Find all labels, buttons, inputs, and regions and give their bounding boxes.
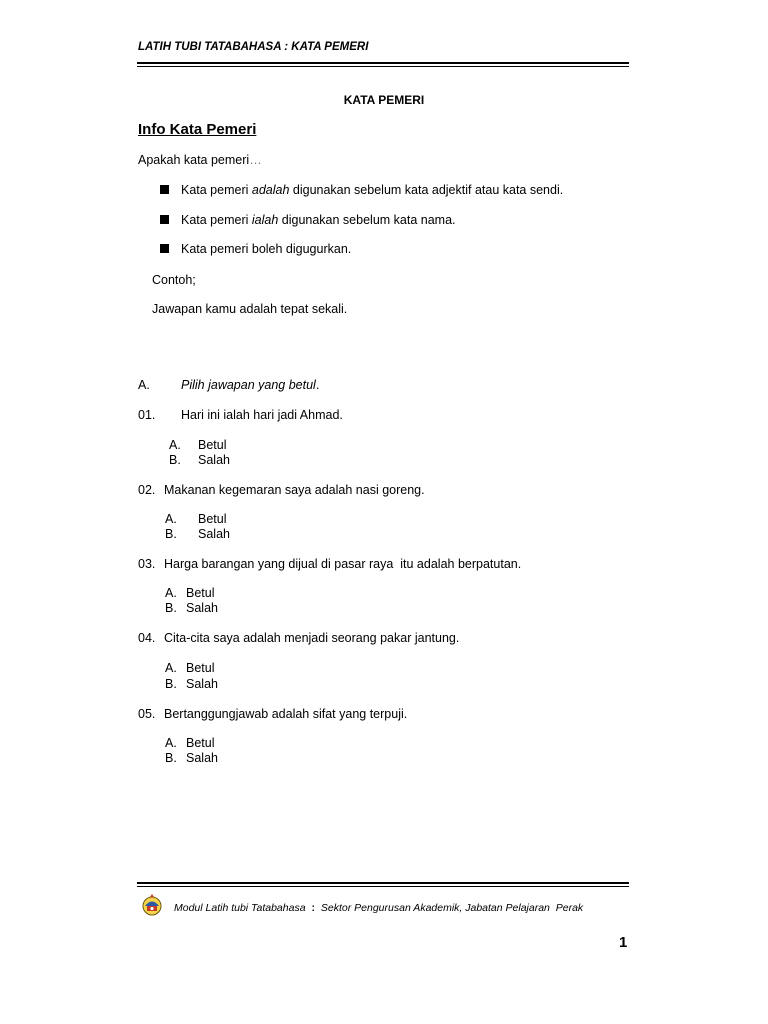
question-number: 02. (138, 483, 156, 497)
header-rule-bottom (137, 66, 629, 67)
option-label[interactable]: Betul (186, 736, 215, 750)
option-letter: A. (165, 512, 177, 526)
question-text: Bertanggungjawab adalah sifat yang terpuji. (164, 707, 408, 721)
option-label[interactable]: Salah (186, 677, 218, 691)
bullet-text-before: Kata pemeri (181, 213, 252, 227)
option-letter: A. (165, 661, 177, 675)
option-label[interactable]: Salah (186, 751, 218, 765)
exercise-instruction (181, 378, 319, 392)
option-letter: A. (165, 736, 177, 750)
option-label[interactable]: Salah (198, 453, 230, 467)
bullet-text-before: Kata pemeri boleh digugurkan. (181, 242, 352, 256)
bullet-keyword: adalah (251, 183, 290, 197)
intro-question (138, 153, 262, 167)
option-label[interactable]: Betul (186, 661, 215, 675)
option-label[interactable]: Betul (186, 586, 215, 600)
option-letter: B. (165, 527, 177, 541)
example-label: Contoh; (152, 273, 196, 287)
bullet-text-after: digunakan sebelum kata adjektif atau kata sendi. (289, 183, 564, 197)
intro-ellipsis: … (249, 153, 262, 167)
footer-rule-bottom (137, 886, 629, 887)
question-number: 05. (138, 707, 156, 721)
option-letter: A. (165, 586, 177, 600)
question-number: 04. (138, 631, 156, 645)
question-text: Hari ini ialah hari jadi Ahmad. (181, 408, 343, 422)
instruction-period: . (315, 378, 320, 392)
option-label[interactable]: Salah (198, 527, 230, 541)
option-label[interactable]: Salah (186, 601, 218, 615)
bullet-keyword: ialah (251, 213, 279, 227)
page-number: 1 (619, 934, 628, 951)
running-header: LATIH TUBI TATABAHASA : KATA PEMERI (138, 41, 369, 53)
bullet-text-after: digunakan sebelum kata nama. (278, 213, 456, 227)
option-label[interactable]: Betul (198, 512, 227, 526)
instruction-text: Pilih jawapan yang betul (181, 378, 316, 392)
section-heading: Info Kata Pemeri (138, 121, 257, 138)
question-number: 01. (138, 408, 156, 422)
exercise-section-label: A. (138, 378, 150, 392)
footer-department: Sektor Pengurusan Akademik, Jabatan Pelajaran Perak (320, 902, 584, 914)
option-letter: B. (169, 453, 181, 467)
option-letter: A. (169, 438, 181, 452)
intro-text: Apakah kata pemeri (138, 153, 250, 167)
example-sentence: Jawapan kamu adalah tepat sekali. (152, 302, 348, 316)
footer-module-name: Modul Latih tubi Tatabahasa (174, 902, 306, 914)
bullet-item (181, 242, 351, 256)
square-bullet-icon (160, 215, 169, 224)
page-title: KATA PEMERI (343, 93, 425, 107)
bullet-item (181, 183, 563, 197)
footer-separator: : (311, 902, 315, 914)
question-text: Harga barangan yang dijual di pasar raya itu adalah berpatutan. (164, 557, 522, 571)
square-bullet-icon (160, 185, 169, 194)
option-letter: B. (165, 601, 177, 615)
bullet-text-before: Kata pemeri (181, 183, 252, 197)
state-crest-icon (140, 893, 164, 917)
square-bullet-icon (160, 244, 169, 253)
header-rule-top (137, 62, 629, 64)
question-text: Makanan kegemaran saya adalah nasi goreng. (164, 483, 425, 497)
option-letter: B. (165, 677, 177, 691)
footer-text (174, 902, 583, 914)
footer-rule-top (137, 882, 629, 884)
bullet-item (181, 213, 456, 227)
question-number: 03. (138, 557, 156, 571)
option-label[interactable]: Betul (198, 438, 227, 452)
option-letter: B. (165, 751, 177, 765)
question-text: Cita-cita saya adalah menjadi seorang pakar jantung. (164, 631, 460, 645)
